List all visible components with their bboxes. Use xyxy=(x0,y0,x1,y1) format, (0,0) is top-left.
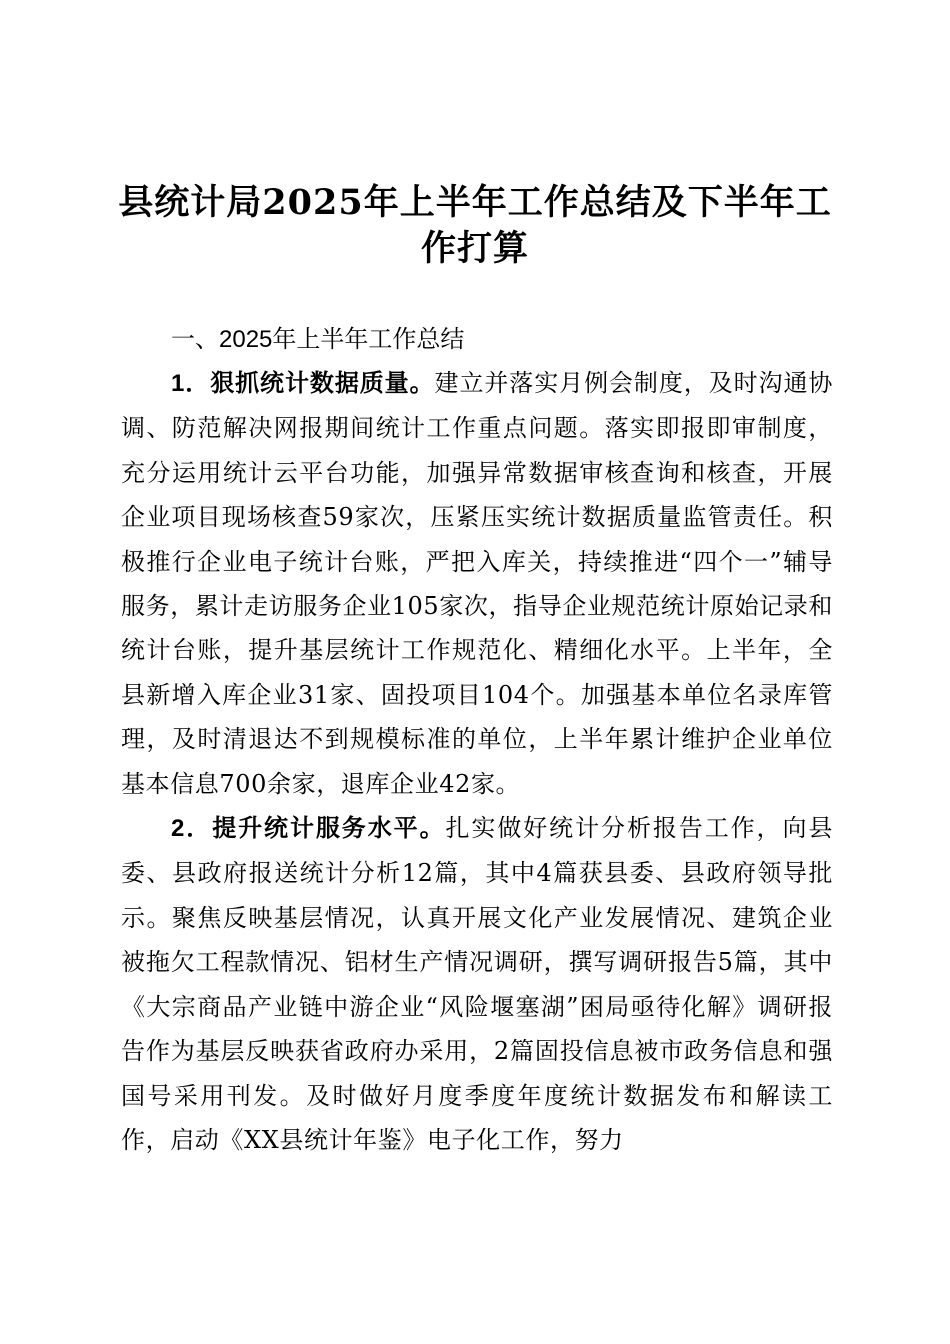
paragraph-1-lead: 1．狠抓统计数据质量。 xyxy=(171,370,435,397)
paragraph-1-body: 建立并落实月例会制度，及时沟通协调、防范解决网报期间统计工作重点问题。落实即报即审制度，充分运用统计云平台功能，加强异常数据审核查询和核查，开展企业项目现场核查59家次，压紧压实统计数据质量监管责任。积极推行企业电子统计台账，严把入库关，持续推进“四个一”辅导服务，累计走访服务企业105家次，指导企业规范统计原始记录和统计台账，提升基层统计工作规范化、精细化水平。上半年，全县新增入库企业31家、固投项目104个。加强基本单位名录库管理，及时清退达不到规模标准的单位，上半年累计维护企业单位基本信息700余家，退库企业42家。 xyxy=(121,369,833,798)
paragraph-2-lead: 2．提升统计服务水平。 xyxy=(171,815,446,843)
document-body xyxy=(121,318,833,1162)
paragraph-2 xyxy=(121,806,833,1162)
section-heading: 一、2025年上半年工作总结 xyxy=(171,326,465,353)
document-title: 县统计局2025年上半年工作总结及下半年工作打算 xyxy=(118,182,832,269)
paragraph-2-body: 扎实做好统计分析报告工作，向县委、县政府报送统计分析12篇，其中4篇获县委、县政府领导批示。聚焦反映基层情况，认真开展文化产业发展情况、建筑企业被拖欠工程款情况、铝材生产情况调研，撰写调研报告5篇，其中《大宗商品产业链中游企业“风险堰塞湖”困局亟待化解》调研报告作为基层反映获省政府办采用，2篇固投信息被市政务信息和强国号采用刊发。及时做好月度季度年度统计数据发布和解读工作，启动《XX县统计年鉴》电子化工作，努力 xyxy=(121,814,834,1154)
paragraph-1 xyxy=(121,361,833,806)
